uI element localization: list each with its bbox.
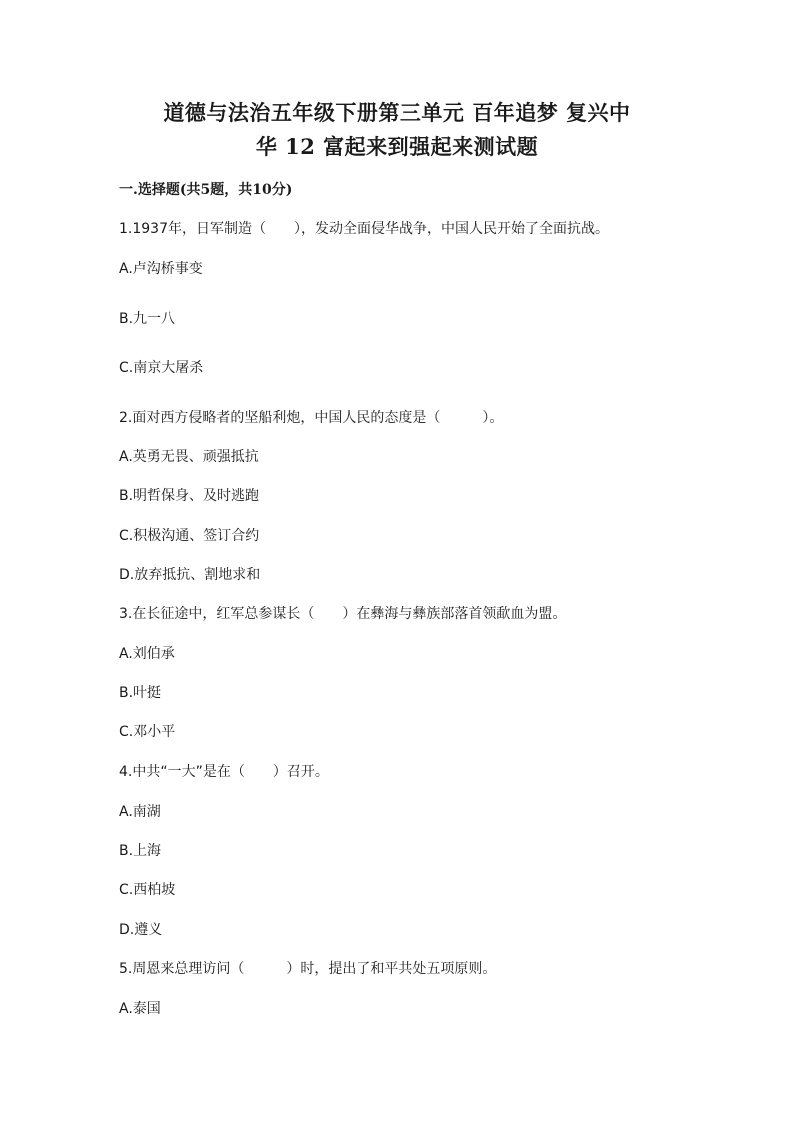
question-5-option-a: A.泰国: [119, 1001, 161, 1017]
question-4-option-b: B.上海: [119, 843, 162, 859]
section-heading: 一.选择题(共5题，共10分): [119, 182, 293, 198]
question-1-option-a: A.卢沟桥事变: [119, 261, 203, 277]
question-4-option-a: A.南湖: [119, 804, 161, 820]
question-1-option-b: B.九一八: [119, 311, 176, 327]
question-2-option-a: A.英勇无畏、顽强抵抗: [119, 449, 259, 465]
question-4-option-c: C.西柏坡: [119, 882, 176, 898]
question-2-stem: 2.面对西方侵略者的坚船利炮，中国人民的态度是（ ）。: [119, 410, 504, 426]
question-5-stem: 5.周恩来总理访问（ ）时，提出了和平共处五项原则。: [119, 961, 497, 977]
question-2-option-c: C.积极沟通、签订合约: [119, 528, 260, 544]
question-3-stem: 3.在长征途中，红军总参谋长（ ）在彝海与彝族部落首领歃血为盟。: [119, 606, 567, 622]
question-3-option-c: C.邓小平: [119, 724, 176, 740]
question-2-option-b: B.明哲保身、及时逃跑: [119, 488, 260, 504]
question-2-option-d: D.放弃抵抗、割地求和: [119, 567, 261, 583]
page-title-line-1: 道德与法治五年级下册第三单元 百年追梦 复兴中: [163, 100, 631, 125]
question-1-option-c: C.南京大屠杀: [119, 360, 204, 376]
question-3-option-a: A.刘伯承: [119, 646, 175, 662]
question-3-option-b: B.叶挺: [119, 685, 162, 701]
question-4-stem: 4.中共“一大”是在（ ）召开。: [119, 764, 329, 780]
question-4-option-d: D.遵义: [119, 922, 163, 938]
question-1-stem: 1.1937年，日军制造（ ），发动全面侵华战争，中国人民开始了全面抗战。: [119, 221, 609, 237]
page-title-line-2: 华 12 富起来到强起来测试题: [255, 134, 539, 159]
